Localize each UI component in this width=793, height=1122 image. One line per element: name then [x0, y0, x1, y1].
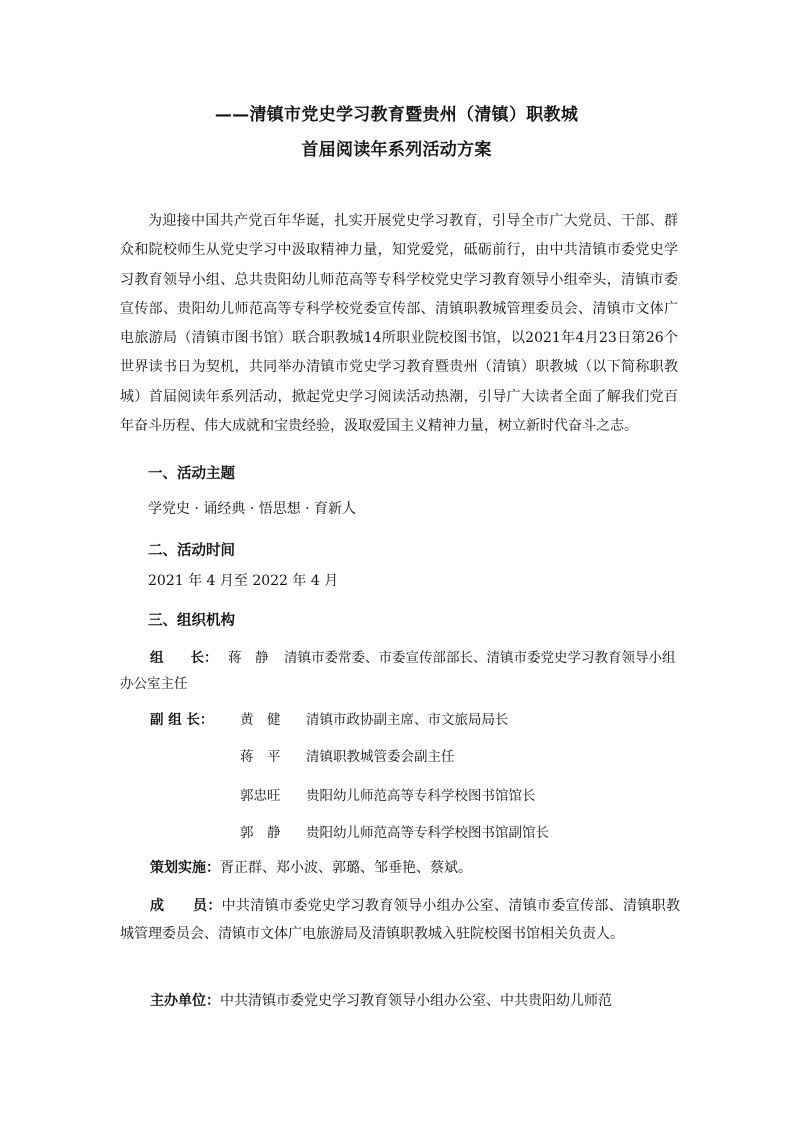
deputy-name: 郭忠旺	[240, 788, 281, 804]
leader-entry	[120, 645, 680, 697]
document-title-line-1: ——清镇市党史学习教育暨贵州（清镇）职教城	[214, 105, 579, 125]
deputy-role: 清镇职教城管委会副主任	[306, 749, 455, 765]
deputy-name: 蒋 平	[240, 749, 281, 765]
planning-entry	[150, 857, 472, 877]
planning-label: 策划实施：	[150, 860, 220, 876]
members-text: 中共清镇市委党史学习教育领导小组办公室、清镇市委宣传部、清镇职教城管理委员会、清镇市文体广电旅游局及清镇职教城入驻院校图书馆相关负责人。	[120, 898, 681, 942]
deputy-entry	[240, 786, 536, 806]
sponsor-text: 中共清镇市委党史学习教育领导小组办公室、中共贵阳幼儿师范	[220, 993, 612, 1009]
deputy-name: 黄 健	[240, 712, 281, 728]
deputy-role: 贵阳幼儿师范高等专科学校图书馆副馆长	[306, 825, 549, 841]
activity-time-text: 2021 年 4 月至 2022 年 4 月	[148, 573, 339, 589]
document-title-line-2: 首届阅读年系列活动方案	[301, 140, 492, 160]
planning-names: 胥正群、郑小波、郭璐、邹垂艳、蔡斌。	[220, 860, 472, 876]
sponsor-entry	[150, 990, 680, 1010]
deputy-name: 郭 静	[240, 825, 281, 841]
deputy-label: 副 组 长：	[150, 712, 214, 728]
intro-paragraph: 为迎接中国共产党百年华诞，扎实开展党史学习教育，引导全市广大党员、干部、群众和院校师生从党史学习中汲取精神力量，知党爱党，砥砺前行，由中共清镇市委党史学习教育领导小组、总共贵阳幼儿师范高等专科学校党史学习教育领导小组牵头，清镇市委宣传部、贵阳幼儿师范高等专科学校党委宣传部、清镇职教城管理委员会、清镇市文体广电旅游局（清镇市图书馆）联合职教城14所职业院校图书馆，以2021年4月23日第26个世界读书日为契机，共同举办清镇市党史学习教育暨贵州（清镇）职教城（以下简称职教城）首届阅读年系列活动，掀起党史学习阅读活动热潮，引导广大读者全面了解我们党百年奋斗历程、伟大成就和宝贵经验，汲取爱国主义精神力量，树立新时代奋斗之志。	[120, 213, 678, 435]
deputy-entry	[240, 747, 455, 767]
deputy-role: 贵阳幼儿师范高等专科学校图书馆馆长	[306, 788, 536, 804]
deputy-entry	[240, 823, 549, 843]
deputy-role: 清镇市政协副主席、市文旅局局长	[306, 712, 509, 728]
sponsor-label: 主办单位：	[150, 993, 220, 1009]
leader-name: 蒋 静	[228, 650, 269, 666]
activity-theme-text: 学党史 · 诵经典 · 悟思想 · 育新人	[148, 501, 357, 517]
deputy-entry	[150, 710, 509, 730]
leader-role: 清镇市委常委、市委宣传部部长、清镇市委党史学习教育领导小组办公室主任	[120, 650, 676, 692]
section-heading-theme: 一、活动主题	[148, 466, 235, 482]
section-heading-organization: 三、组织机构	[148, 613, 235, 629]
members-label: 成 员：	[150, 898, 222, 914]
section-heading-time: 二、活动时间	[148, 543, 235, 559]
leader-label: 组 长：	[150, 650, 218, 666]
members-entry	[120, 892, 680, 948]
